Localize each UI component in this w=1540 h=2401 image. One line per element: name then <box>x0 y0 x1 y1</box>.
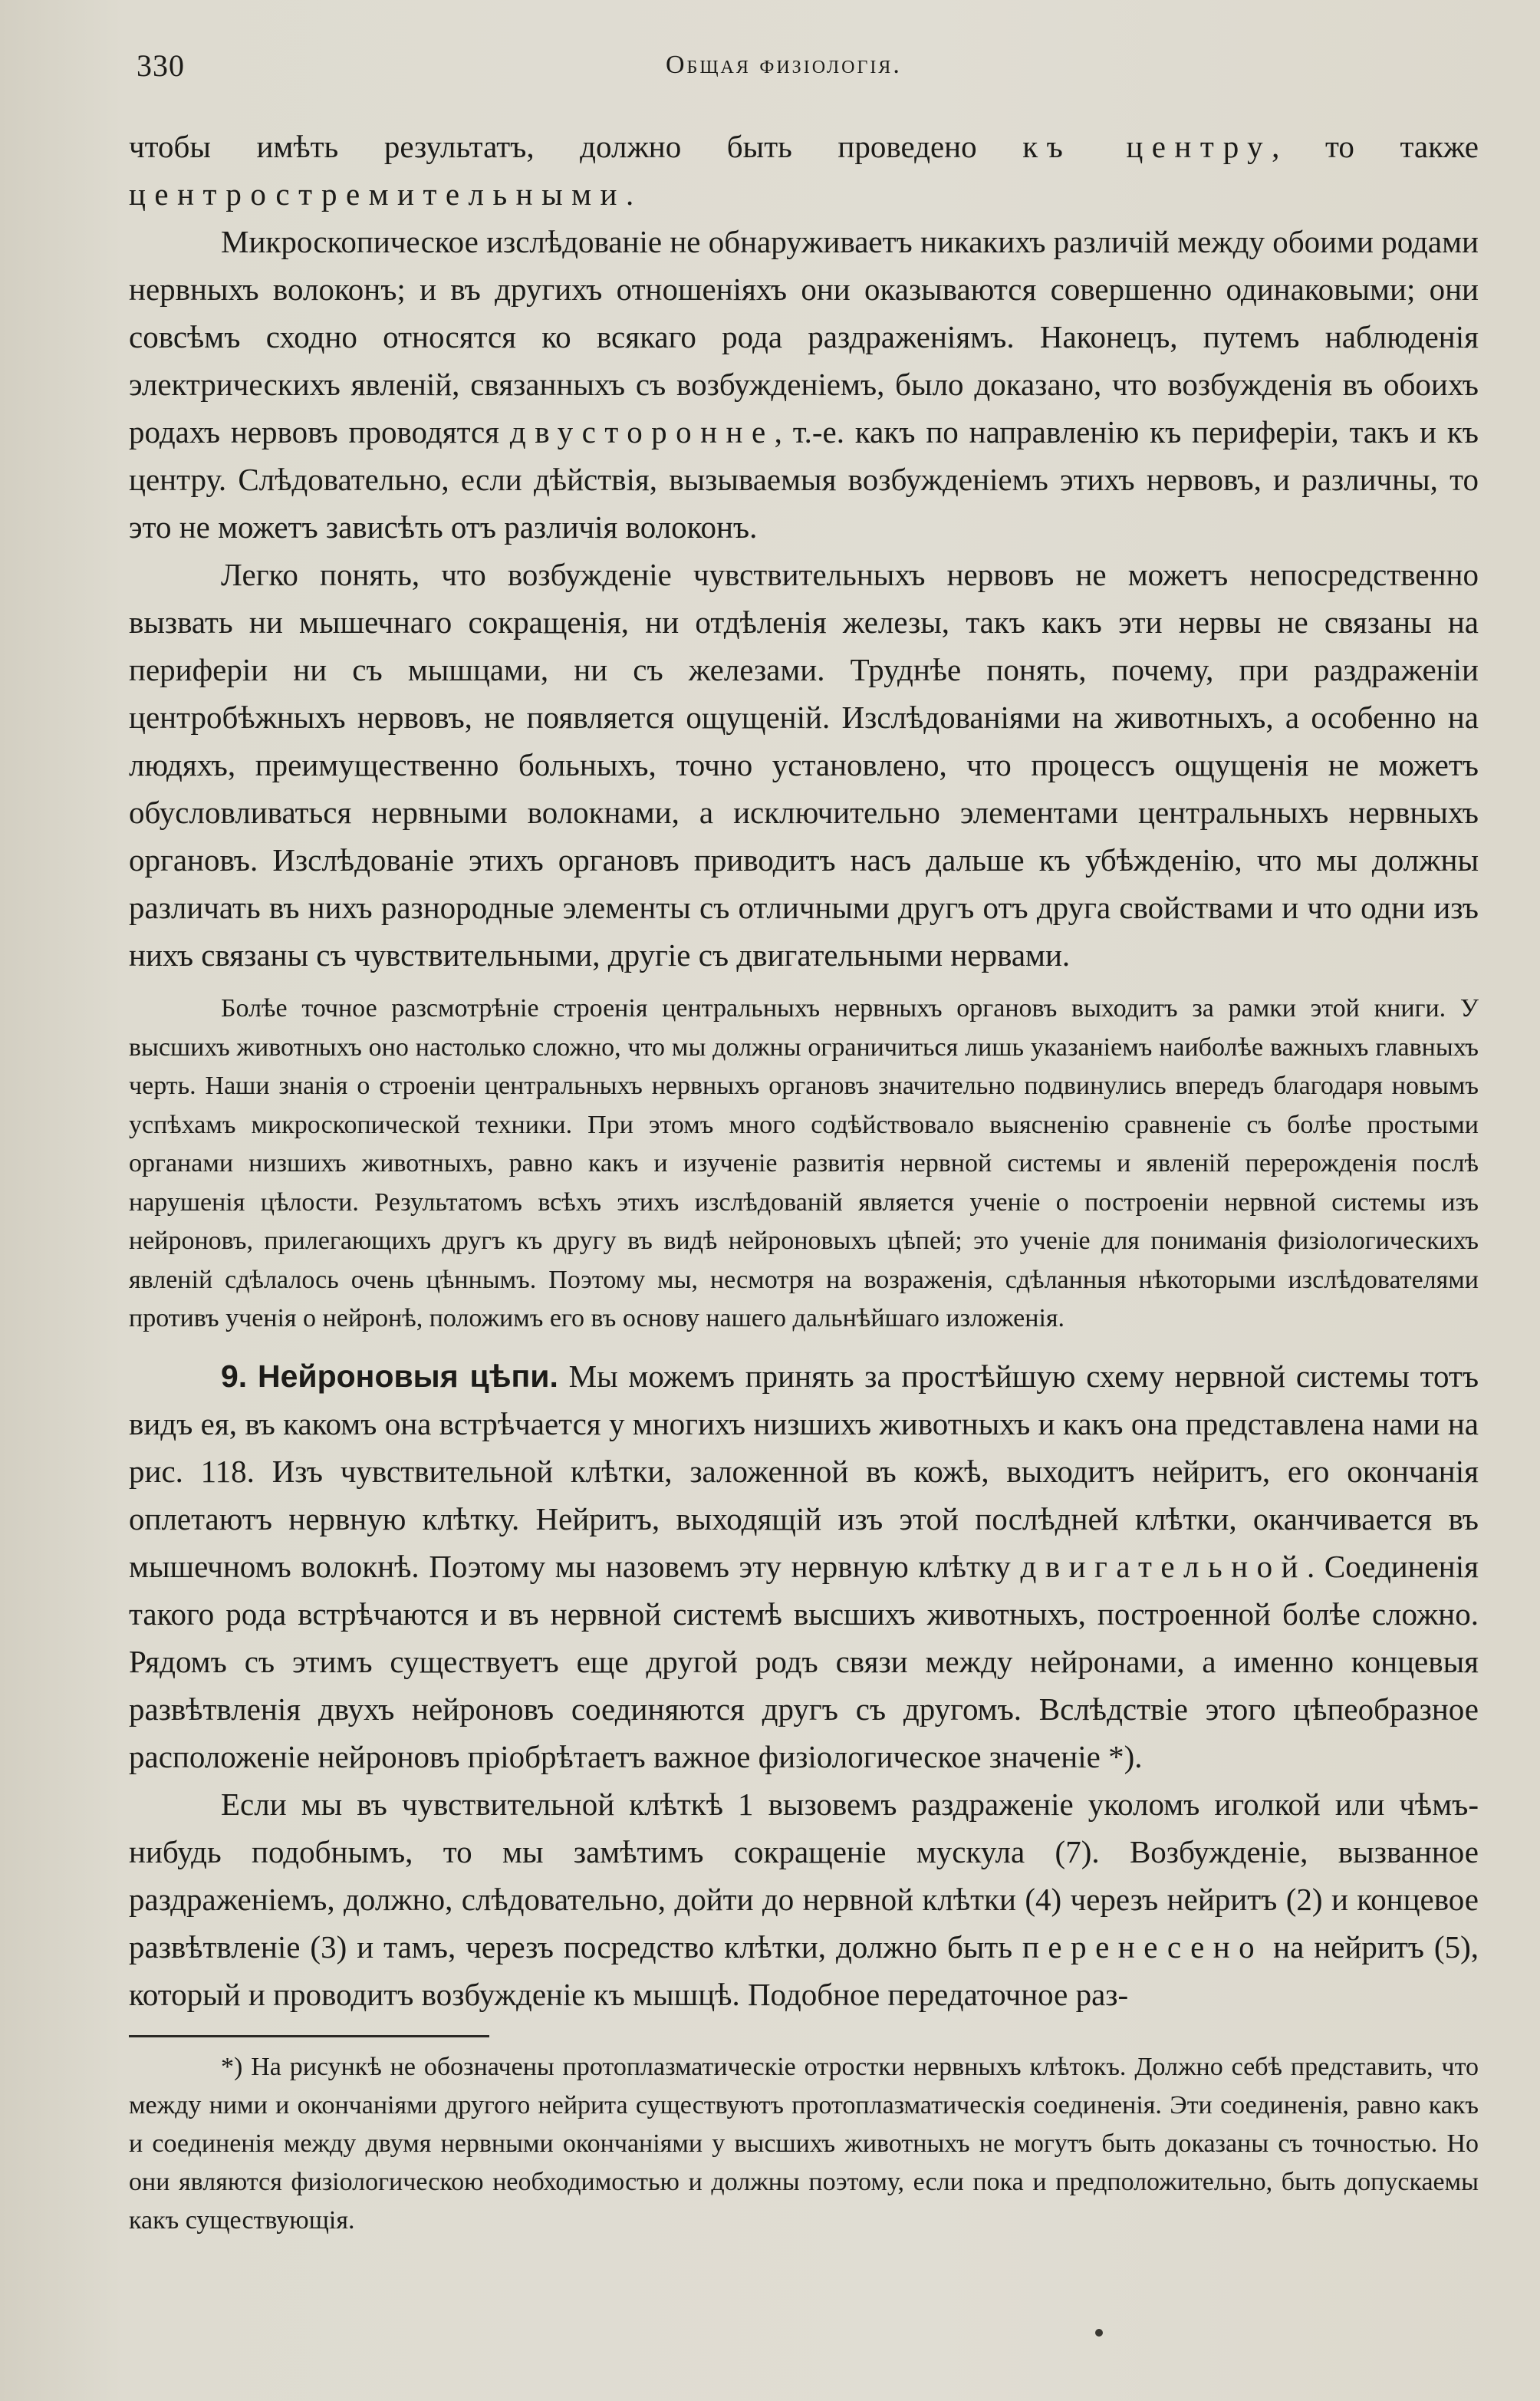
para2-text-b: , т.-е. какъ по направленію къ периферіи, такъ и къ центру. Слѣдовательно, если дѣйствія, вызываемыя возбужденіемъ этихъ нервовъ, и различны, то это не можетъ зависѣть отъ различія волоконъ. <box>129 414 1479 545</box>
footnote-block <box>129 2048 1479 2240</box>
footnote-rule <box>129 2035 489 2037</box>
main-text-bottom <box>129 1352 1479 2018</box>
para5-text-a: Если мы въ чувствительной клѣткѣ 1 вызовемъ раздраженіе уколомъ иголкой или чѣмъ-нибудь подобнымъ, то мы замѣтимъ сокращеніе мускула (7). Возбужденіе, вызванное раздраженіемъ, должно, слѣдовательно, дойти до нервной клѣтки (4) черезъ нейритъ (2) и концевое развѣтвленіе (3) и тамъ, черезъ посредство клѣтки, должно быть <box>129 1786 1479 1965</box>
paragraph-1 <box>129 123 1479 218</box>
paragraph-2 <box>129 218 1479 551</box>
section-title: Нейроновыя цѣпи. <box>257 1358 558 1394</box>
main-text-top <box>129 123 1479 979</box>
para1-text-a: чтобы имѣть результатъ, должно быть проведено <box>129 129 1023 164</box>
para2-spaced: двусторонне <box>509 414 775 450</box>
small-print-block <box>129 990 1479 1339</box>
para1-text-c: . <box>625 176 634 212</box>
small-print-paragraph: Болѣе точное разсмотрѣніе строенія центральныхъ нервныхъ органовъ выходитъ за рамки этой книги. У высшихъ животныхъ оно настолько сложно, что мы должны ограничиться лишь указаніемъ наиболѣе важныхъ главныхъ черть. Наши знанія о строеніи центральныхъ нервныхъ органовъ значительно подвинулись впередъ благодаря новымъ успѣхамъ микроскопической техники. При этомъ много содѣйствовало выясненію сравненіе съ болѣе простыми органами низшихъ животныхъ, равно какъ и изученіе развитія нервной системы и явленій перерожденія послѣ нарушенія цѣлости. Результатомъ всѣхъ этихъ изслѣдованій является ученіе о построеніи нервной системы изъ нейроновъ, прилегающихъ другъ къ другу въ видѣ нейроновыхъ цѣпей; это ученіе для пониманія физіологическихъ явленій сдѣлалось очень цѣннымъ. Поэтому мы, несмотря на возраженія, сдѣланныя нѣкоторыми изслѣдователями противъ ученія о нейронѣ, положимъ его въ основу нашего дальнѣйшаго изложенія. <box>129 994 1479 1332</box>
para1-spaced-b: центростремительными <box>129 176 626 212</box>
section-number: 9. <box>221 1358 248 1394</box>
para2-text-a: Микроскопическое изслѣдованіе не обнаруживаетъ никакихъ различій между обоими родами нервныхъ волоконъ; и въ другихъ отношеніяхъ они оказываются совершенно одинаковыми; они совсѣмъ сходно относятся ко всякаго рода раздраженіямъ. Наконецъ, путемъ наблюденія электрическихъ явленій, связанныхъ съ возбужденіемъ, было доказано, что возбужденія въ обоихъ родахъ нервовъ проводятся <box>129 224 1479 450</box>
para1-spaced-a: къ центру <box>1022 129 1272 164</box>
running-title: Общая физіологія. <box>666 51 902 79</box>
page-header <box>129 44 1479 91</box>
para1-text-b: , то также <box>1272 129 1479 164</box>
para5-text-b: на нейритъ (5), который и проводитъ возбужденіе къ мышцѣ. Подобное передаточное раз- <box>129 1928 1479 2012</box>
para4-text-a: Мы можемъ принять за простѣйшую схему нервной системы тотъ видъ ея, въ какомъ она встрѣчается у многихъ низшихъ животныхъ и какъ она представлена нами на рис. 118. Изъ чувствительной клѣтки, заложенной въ кожѣ, выходитъ нейритъ, его окончанія оплетаютъ нервную клѣтку. Нейритъ, выходящій изъ этой послѣдней клѣтки, оканчивается въ мышечномъ волокнѣ. Поэтому мы назовемъ эту нервную клѣтку <box>129 1358 1479 1584</box>
para4-text-b: . Соединенія такого рода встрѣчаются и въ нервной системѣ высшихъ животныхъ, построенной болѣе сложно. Рядомъ съ этимъ существуетъ еще другой родъ связи между нейронами, а именно концевыя развѣтвленія двухъ нейроновъ соединяются другъ съ другомъ. Вслѣдствіе этого цѣпеобразное расположеніе нейроновъ пріобрѣтаетъ важное физіологическое значеніе *). <box>129 1548 1479 1774</box>
footnote-text: *) На рисункѣ не обозначены протоплазматическіе отростки нервныхъ клѣтокъ. Должно себѣ представить, что между ними и окончаніями другого нейрита существуютъ протоплазматическія соединенія. Эти соединенія, равно какъ и соединенія между двумя нервными окончаніями у высшихъ животныхъ не могутъ быть доказаны съ точностью. Но они являются физіологическою необходимостью и должны поэтому, если пока и предположительно, быть допускаемы какъ существующія. <box>129 2052 1479 2235</box>
paragraph-5 <box>129 1780 1479 2018</box>
paragraph-4 <box>129 1352 1479 1780</box>
page-body <box>129 123 1479 2240</box>
para5-spaced: перенесено <box>1022 1928 1264 1965</box>
page-number: 330 <box>137 48 185 83</box>
ink-spot <box>1095 2329 1103 2337</box>
paragraph-3: Легко понять, что возбужденіе чувствительныхъ нервовъ не можетъ непосредственно вызвать ни мышечнаго сокращенія, ни отдѣленія железы, такъ какъ эти нервы не связаны на периферіи ни съ мышцами, ни съ железами. Труднѣе понять, почему, при раздраженіи центробѣжныхъ нервовъ, не появляется ощущеній. Изслѣдованіями на животныхъ, а особенно на людяхъ, преимущественно больныхъ, точно установлено, что процессъ ощущенія не можетъ обусловливаться нервными волокнами, а исключительно элементами центральныхъ нервныхъ органовъ. Изслѣдованіе этихъ органовъ приводитъ насъ дальше къ убѣжденію, что мы должны различать въ нихъ разнородные элементы съ отличными другъ отъ друга свойствами и что одни изъ нихъ связаны съ чувствительными, другіе съ двигательными нервами. <box>129 557 1479 973</box>
para4-spaced: двигательной <box>1020 1548 1307 1584</box>
